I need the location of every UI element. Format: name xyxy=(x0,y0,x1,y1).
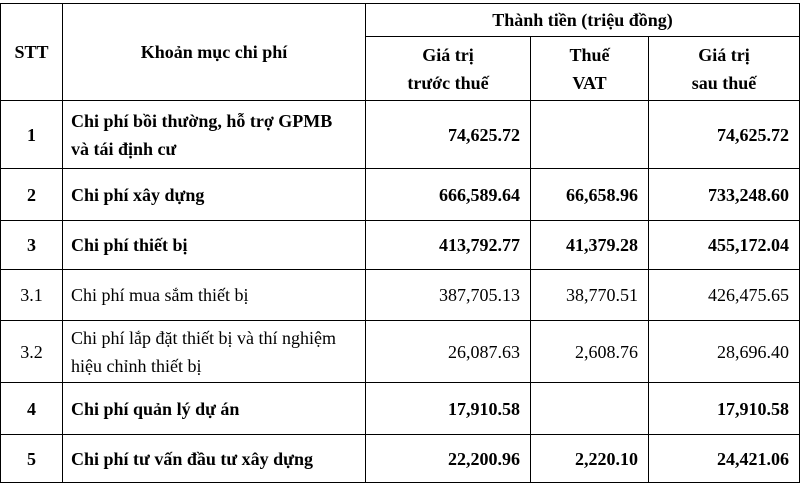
cell-vat xyxy=(531,383,649,435)
cell-vat: 41,379.28 xyxy=(531,221,649,270)
cell-before-tax: 17,910.58 xyxy=(366,383,531,435)
cell-vat: 66,658.96 xyxy=(531,169,649,221)
table-row xyxy=(1,435,800,483)
cell-before-tax: 22,200.96 xyxy=(366,435,531,483)
cell-after-tax: 24,421.06 xyxy=(649,435,800,483)
cell-item: Chi phí lắp đặt thiết bị và thí nghiệm hiệu chỉnh thiết bị xyxy=(63,321,366,383)
cell-before-tax: 387,705.13 xyxy=(366,270,531,321)
cell-stt: 4 xyxy=(1,383,63,435)
cell-stt: 1 xyxy=(1,101,63,169)
cell-item: Chi phí quản lý dự án xyxy=(63,383,366,435)
cell-stt: 3 xyxy=(1,221,63,270)
cell-after-tax: 733,248.60 xyxy=(649,169,800,221)
table-row xyxy=(1,101,800,169)
cell-stt: 2 xyxy=(1,169,63,221)
table-row xyxy=(1,383,800,435)
cell-stt: 5 xyxy=(1,435,63,483)
cell-after-tax: 455,172.04 xyxy=(649,221,800,270)
header-item: Khoản mục chi phí xyxy=(63,4,366,101)
header-before-tax: Giá trị trước thuế xyxy=(366,37,531,101)
cell-stt: 3.1 xyxy=(1,270,63,321)
cell-vat xyxy=(531,101,649,169)
cell-item: Chi phí bồi thường, hỗ trợ GPMB và tái định cư xyxy=(63,101,366,169)
cell-item: Chi phí tư vấn đầu tư xây dựng xyxy=(63,435,366,483)
table-row xyxy=(1,270,800,321)
cell-after-tax: 28,696.40 xyxy=(649,321,800,383)
cell-before-tax: 74,625.72 xyxy=(366,101,531,169)
cost-table xyxy=(0,3,800,483)
cell-after-tax: 17,910.58 xyxy=(649,383,800,435)
cell-vat: 2,220.10 xyxy=(531,435,649,483)
cell-before-tax: 413,792.77 xyxy=(366,221,531,270)
cell-item: Chi phí mua sắm thiết bị xyxy=(63,270,366,321)
cell-vat: 38,770.51 xyxy=(531,270,649,321)
header-vat: Thuế VAT xyxy=(531,37,649,101)
header-after-tax: Giá trị sau thuế xyxy=(649,37,800,101)
header-group-amount: Thành tiền (triệu đồng) xyxy=(366,4,800,37)
cell-after-tax: 74,625.72 xyxy=(649,101,800,169)
table-row xyxy=(1,169,800,221)
cell-item: Chi phí thiết bị xyxy=(63,221,366,270)
cell-item: Chi phí xây dựng xyxy=(63,169,366,221)
table-row xyxy=(1,321,800,383)
cell-before-tax: 26,087.63 xyxy=(366,321,531,383)
table-row xyxy=(1,221,800,270)
cell-after-tax: 426,475.65 xyxy=(649,270,800,321)
header-stt: STT xyxy=(1,4,63,101)
cell-before-tax: 666,589.64 xyxy=(366,169,531,221)
cell-stt: 3.2 xyxy=(1,321,63,383)
cell-vat: 2,608.76 xyxy=(531,321,649,383)
